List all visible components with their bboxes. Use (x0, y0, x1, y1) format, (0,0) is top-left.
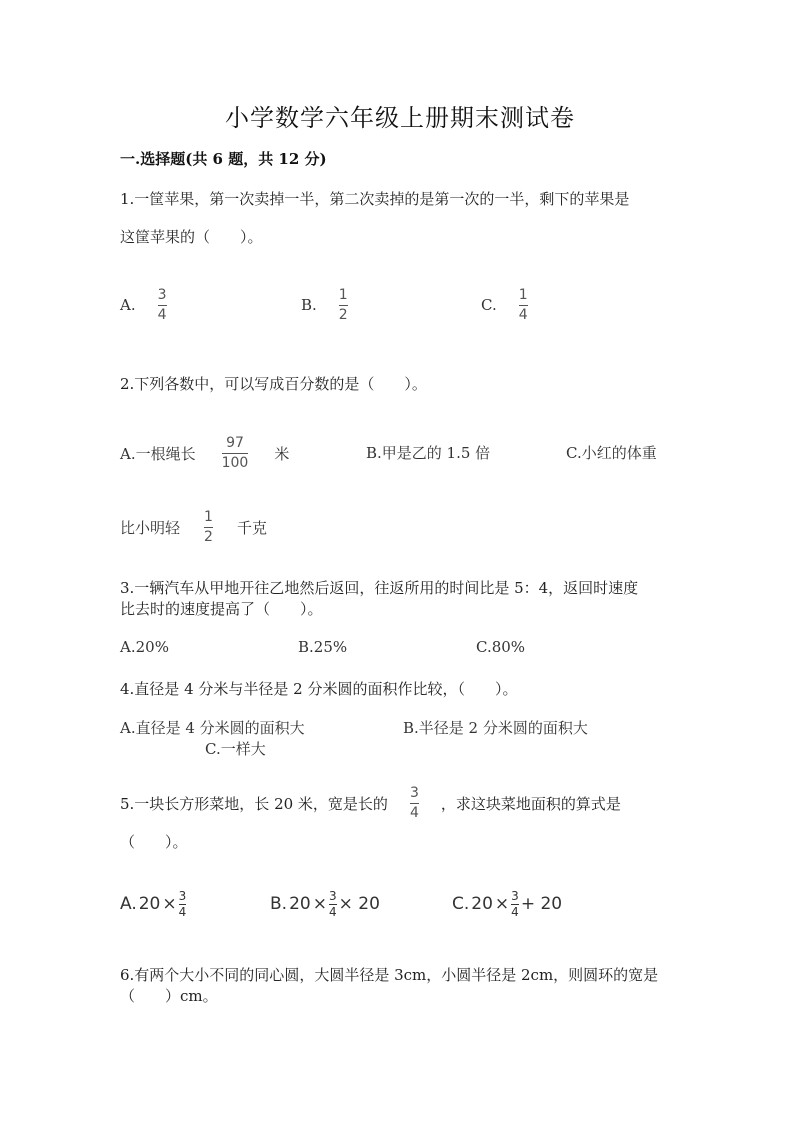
numerator: 3 (157, 287, 167, 303)
q1-option-b-fraction (339, 288, 348, 322)
question-5-line-1 (120, 786, 621, 820)
fraction-bar (339, 305, 348, 306)
operand: 20 (289, 894, 311, 915)
q5-fraction (410, 786, 419, 820)
q1-option-a-fraction (158, 288, 167, 322)
q2-option-b[interactable]: B.甲是乙的 1.5 倍 (366, 444, 491, 462)
q2-option-a-prefix: A.一根绳长 (120, 444, 196, 463)
question-5-line-2: （ ）。 (120, 833, 188, 851)
q2-option-c-line-2[interactable] (120, 510, 267, 544)
question-4-text: 4.直径是 4 分米与半径是 2 分米圆的面积作比较，（ ）。 (120, 680, 518, 698)
numerator: 1 (338, 287, 348, 303)
numerator: 3 (511, 889, 519, 903)
operand: 20 (138, 894, 161, 915)
numerator: 3 (409, 785, 419, 801)
q3-option-b[interactable]: B.25% (298, 638, 348, 656)
question-1-line-1: 1.一筐苹果，第一次卖掉一半，第二次卖掉的是第一次的一半，剩下的苹果是 (120, 190, 630, 208)
q2-option-a-suffix: 米 (274, 444, 290, 463)
q5-option-b-fraction (329, 890, 337, 918)
fraction-bar (204, 527, 213, 528)
question-6-line-2: （ ）cm。 (120, 987, 218, 1005)
q4-option-a[interactable]: A.直径是 4 分米圆的面积大 (120, 719, 305, 737)
q5-option-c[interactable] (452, 890, 562, 918)
page-title: 小学数学六年级上册期末测试卷 (225, 104, 575, 132)
denominator: 2 (338, 306, 348, 323)
q2-option-c-prefix: 比小明轻 (120, 518, 181, 537)
q5-option-c-fraction (511, 890, 519, 918)
times-sign: × (494, 894, 510, 915)
q4-option-c[interactable]: C.一样大 (205, 740, 266, 758)
denominator: 4 (409, 804, 419, 821)
operation-tail: × 20 (338, 894, 380, 915)
q2-option-c-fraction (204, 510, 213, 544)
q1-option-a[interactable] (120, 288, 167, 322)
fraction-bar (222, 453, 249, 454)
denominator: 2 (204, 528, 213, 545)
q3-option-a[interactable]: A.20% (120, 638, 169, 656)
denominator: 4 (511, 904, 519, 919)
q1-option-c-label: C. (481, 296, 497, 315)
q5-prefix: 5.一块长方形菜地，长 20 米，宽是长的 (120, 794, 388, 813)
denominator: 4 (518, 306, 528, 323)
times-sign: × (312, 894, 327, 915)
q3-option-c[interactable]: C.80% (476, 638, 526, 656)
question-2-text: 2.下列各数中，可以写成百分数的是（ ）。 (120, 375, 427, 393)
option-label: B. (270, 894, 288, 915)
q2-option-a[interactable] (120, 436, 289, 470)
option-label: A. (120, 894, 137, 915)
numerator: 3 (178, 889, 187, 903)
q5-suffix: ，求这块菜地面积的算式是 (440, 794, 621, 813)
numerator: 97 (226, 435, 244, 451)
question-3-line-1: 3.一辆汽车从甲地开往乙地然后返回，往返所用的时间比是 5：4，返回时速度 (120, 579, 639, 597)
option-label: C. (452, 894, 470, 915)
question-1-line-2: 这筐苹果的（ ）。 (120, 228, 263, 246)
numerator: 1 (204, 509, 213, 525)
q2-option-a-fraction (222, 436, 249, 470)
fraction-bar (519, 305, 528, 306)
question-3-line-2: 比去时的速度提高了（ ）。 (120, 600, 323, 618)
question-6-line-1: 6.有两个大小不同的同心圆，大圆半径是 3cm，小圆半径是 2cm，则圆环的宽是 (120, 966, 659, 984)
q4-option-b[interactable]: B.半径是 2 分米圆的面积大 (403, 719, 588, 737)
denominator: 100 (221, 454, 249, 471)
q1-option-b[interactable] (301, 288, 348, 322)
fraction-bar (158, 305, 167, 306)
numerator: 3 (328, 889, 337, 903)
fraction-bar (410, 803, 419, 804)
denominator: 4 (328, 904, 337, 919)
operation-tail: + 20 (520, 894, 563, 915)
operand: 20 (471, 894, 493, 915)
q1-option-b-label: B. (301, 296, 317, 315)
q2-option-c-suffix: 千克 (236, 518, 267, 537)
times-sign: × (162, 894, 177, 915)
numerator: 1 (518, 287, 528, 303)
denominator: 4 (157, 306, 167, 323)
q5-option-b[interactable] (270, 890, 380, 918)
q5-option-a-fraction (179, 890, 187, 918)
q1-option-a-label: A. (120, 296, 136, 315)
q5-option-a[interactable] (120, 890, 188, 918)
q1-option-c-fraction (519, 288, 528, 322)
q2-option-c-line-1[interactable]: C.小红的体重 (566, 444, 657, 462)
q1-option-c[interactable] (481, 288, 528, 322)
denominator: 4 (178, 904, 187, 919)
section-heading: 一.选择题(共 6 题，共 12 分) (120, 150, 327, 168)
